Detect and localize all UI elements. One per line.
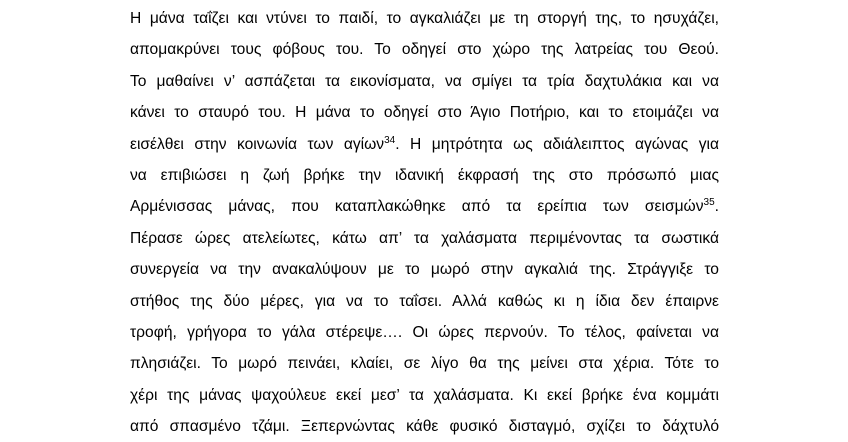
text-line: κάνει το σταυρό του. Η μάνα το οδηγεί στο Άγιο Ποτήριο, και το ετοιμάζει να	[130, 104, 719, 122]
text-line: να επιβιώσει η ζωή βρήκε την ιδανική έκφρασή της στο πρόσωπό μιας	[130, 166, 719, 184]
text-line: εισέλθει στην κοινωνία των αγίων$^{34}$. Η μητρότητα ως αδιάλειπτος αγώνας για	[130, 134, 719, 153]
text-line: Η μάνα ταΐζει και ντύνει το παιδί, το αγκαλιάζει με τη στοργή της, το ησυχάζει,	[130, 10, 719, 27]
text-line: πλησιάζει. Το μωρό πεινάει, κλαίει, σε λίγο θα της μείνει στα χέρια. Τότε το	[130, 355, 719, 373]
footnote-marker[interactable]: 35	[703, 197, 715, 209]
text-line: Το μαθαίνει ν’ ασπάζεται τα εικονίσματα, να σμίγει τα τρία δαχτυλάκια και να	[130, 72, 719, 90]
text-line: Αρμένισσας μάνας, που καταπλακώθηκε από τα ερείπια των σεισμών$^{35}$.	[130, 197, 719, 216]
text-line: τροφή, γρήγορα το γάλα στέρεψε…. Οι ώρες περνούν. Το τέλος, φαίνεται να	[130, 323, 719, 341]
body-paragraph	[130, 3, 719, 442]
text-line: στήθος της δύο μέρες, για να το ταΐσει. Αλλά καθώς κι η ίδια δεν έπαιρνε	[130, 292, 719, 310]
text-line: Πέρασε ώρες ατελείωτες, κάτω απ’ τα χαλάσματα περιμένοντας τα σωστικά	[130, 229, 719, 247]
text-line: από σπασμένο τζάμι. Ξεπερνώντας κάθε φυσικό δισταγμό, σχίζει το δάχτυλό	[130, 418, 719, 436]
text-line: συνεργεία να την ανακαλύψουν με το μωρό στην αγκαλιά της. Στράγγιξε το	[130, 261, 719, 279]
footnote-marker[interactable]: 34	[384, 134, 396, 146]
text-line: χέρι της μάνας ψαχούλευε εκεί μεσ’ τα χαλάσματα. Κι εκεί βρήκε ένα κομμάτι	[130, 386, 719, 404]
text-line: απομακρύνει τους φόβους του. Το οδηγεί στο χώρο της λατρείας του Θεού.	[130, 41, 719, 59]
